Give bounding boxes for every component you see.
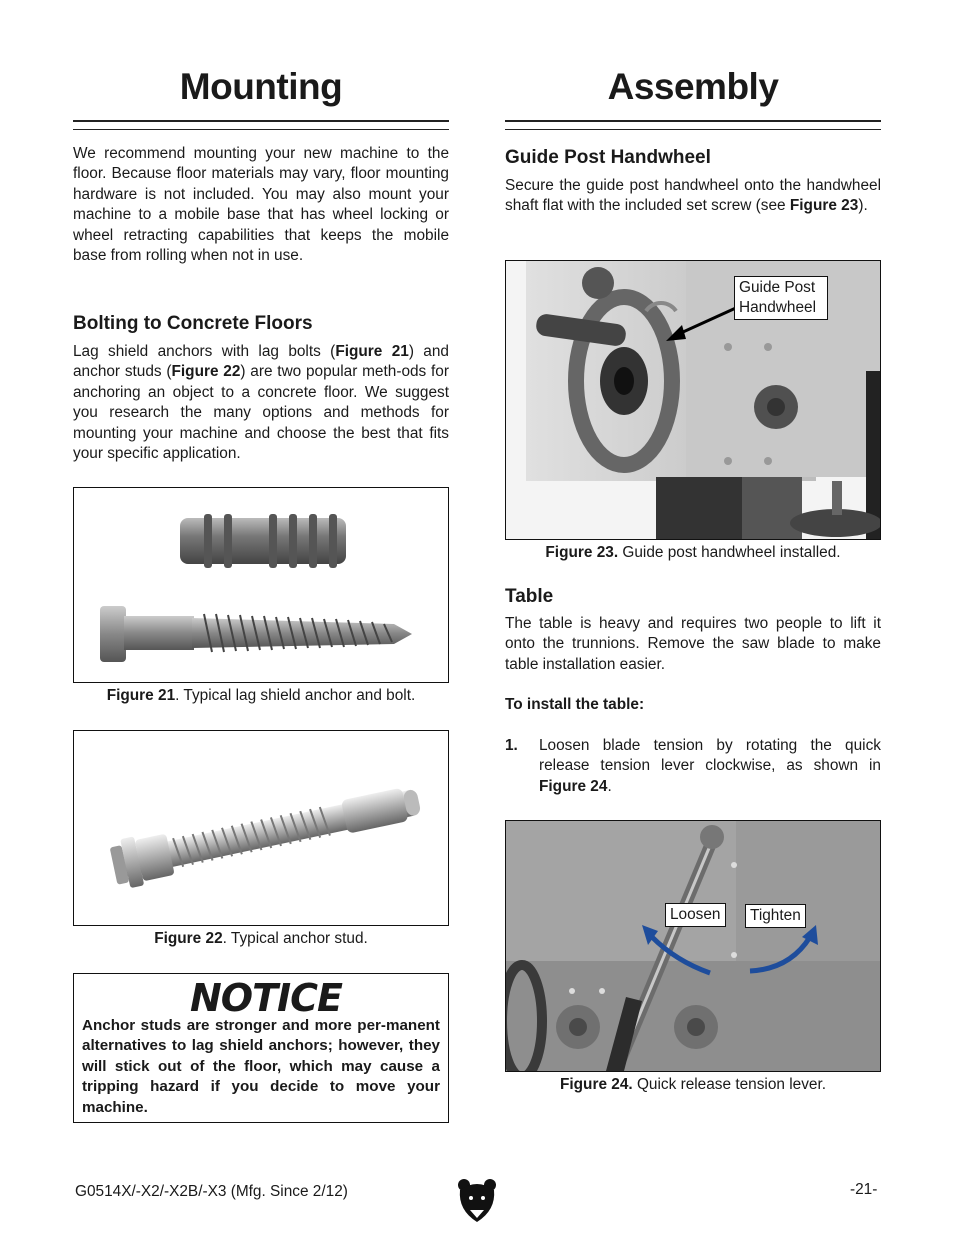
title-rule: [73, 120, 449, 122]
install-table-heading: To install the table:: [505, 696, 645, 713]
footer-model-text: G0514X/-X2/-X2B/-X3 (Mfg. Since 2/12): [75, 1183, 348, 1200]
figure-22-ref: Figure 22: [171, 363, 241, 381]
title-rule-thin: [73, 129, 449, 130]
figure-21-ref: Figure 21: [335, 343, 409, 360]
figure-21-caption: Figure 21. Typical lag shield anchor and bolt.: [106, 687, 416, 704]
assembly-title-rule-thin: [505, 129, 881, 130]
page-number: -21-: [850, 1181, 878, 1198]
quick-release-tension-lever-image: [506, 821, 880, 1071]
table-heading: Table: [505, 586, 554, 607]
assembly-title-rule: [505, 120, 881, 122]
step-1-text: Loosen blade tension by rotating the quick release tension lever clockwise, as shown in Figure 24.: [539, 737, 881, 795]
bolting-paragraph: Lag shield anchors with lag bolts (Figure 21) and anchor studs (Figure 22) are two popular meth-ods for anchoring an object to a concrete floor. We suggest you research the many options and methods for mounting your machine and choose the best that fits your specific application.: [73, 343, 449, 463]
lag-shield-anchor-and-bolt-image: [74, 488, 448, 682]
notice-box: [73, 973, 449, 1123]
anchor-stud-image: [74, 731, 448, 925]
figure-23-caption: Figure 23. Guide post handwheel installed.: [545, 544, 841, 561]
guide-post-paragraph: Secure the guide post handwheel onto the handwheel shaft flat with the included set screw (see Figure 23).: [505, 177, 881, 215]
guide-post-handwheel-callout: Guide Post Handwheel: [734, 276, 828, 320]
mounting-title: Mounting: [179, 66, 343, 107]
loosen-label: Loosen: [665, 903, 726, 927]
step-1-number: 1.: [505, 737, 518, 754]
tighten-label: Tighten: [745, 904, 806, 928]
bear-logo-icon: [456, 1176, 498, 1224]
figure-23-frame: [505, 260, 881, 540]
notice-text: Anchor studs are stronger and more per-manent alternatives to lag shield anchors; however, they will stick out of the floor, which may cause a tripping hazard if you decide to move your machine.: [82, 1017, 440, 1116]
notice-title: NOTICE: [190, 976, 343, 1020]
table-paragraph: The table is heavy and requires two people to lift it onto the trunnions. Remove the saw blade to make table installation easier.: [505, 615, 881, 673]
figure-22-caption: Figure 22. Typical anchor stud.: [154, 930, 368, 947]
figure-24-caption: Figure 24. Quick release tension lever.: [559, 1076, 827, 1093]
figure-24-frame: [505, 820, 881, 1072]
assembly-title: Assembly: [607, 66, 779, 107]
guide-post-heading: Guide Post Handwheel: [505, 147, 711, 168]
figure-23-ref: Figure 23: [789, 197, 859, 215]
bolting-heading: Bolting to Concrete Floors: [73, 313, 313, 334]
figure-22-frame: [73, 730, 449, 926]
mounting-intro: We recommend mounting your new machine to the floor. Because floor materials may vary, floor mounting hardware is not included. You may also mount your machine to a mobile base that has wheel locking or wheel retracting capabilities that keeps the mobile base from rolling when not in use.: [73, 145, 449, 265]
figure-21-frame: [73, 487, 449, 683]
figure-24-ref: Figure 24: [539, 777, 608, 795]
